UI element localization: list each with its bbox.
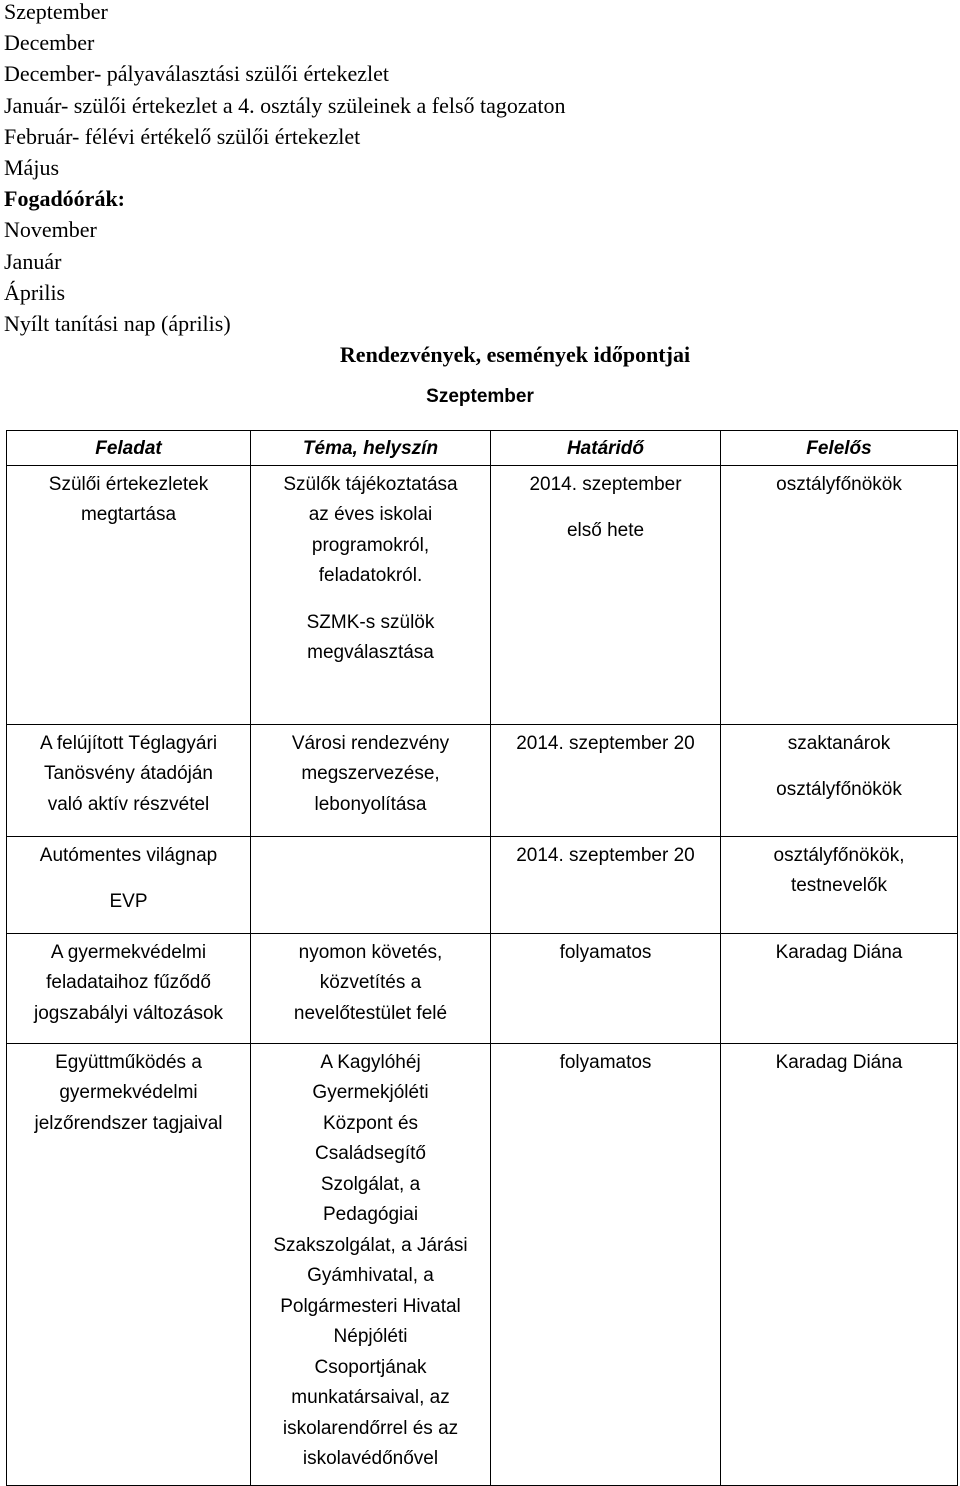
- cell-tema: [251, 465, 491, 724]
- cell-text: az éves iskolai: [308, 504, 433, 525]
- cell-text: Polgármesteri Hivatal: [280, 1295, 461, 1317]
- cell-tema: [251, 1043, 491, 1485]
- intro-block: [4, 0, 566, 339]
- cell-text: nyomon követés,: [298, 941, 443, 963]
- cell-feladat: [7, 465, 251, 724]
- spacer: [501, 500, 710, 516]
- table-row: [7, 724, 958, 836]
- fogado-line: Január: [4, 248, 62, 274]
- cell-text: Gyámhivatal, a: [307, 1265, 434, 1286]
- cell-text: programokról,: [311, 534, 430, 556]
- cell-hatarido: [491, 933, 721, 1043]
- cell-text: folyamatos: [559, 941, 652, 963]
- cell-text: testnevelők: [790, 875, 888, 896]
- section-title: Rendezvények, események időpontjai: [339, 342, 691, 367]
- cell-text: Szakszolgálat, a Járási: [273, 1234, 468, 1256]
- cell-text: megválasztása: [307, 642, 434, 663]
- intro-line: December: [4, 30, 95, 56]
- cell-feladat: [7, 836, 251, 933]
- cell-text: 2014. szeptember 20: [516, 844, 695, 866]
- cell-text: Autómentes világnap: [39, 844, 218, 866]
- cell-text: A felújított Téglagyári: [39, 732, 218, 754]
- cell-feladat: [7, 933, 251, 1043]
- cell-tema: [251, 933, 491, 1043]
- cell-felelos: [721, 724, 958, 836]
- fogado-line: Nyílt tanítási nap (április): [4, 311, 231, 337]
- fogado-line: November: [4, 217, 97, 243]
- cell-tema: [251, 724, 491, 836]
- spacer: [17, 871, 240, 887]
- header-hatarido: Határidő: [491, 431, 721, 466]
- fogado-line: Április: [4, 279, 66, 305]
- cell-text: A Kagylóhéj: [320, 1051, 421, 1073]
- cell-text: első hete: [566, 520, 645, 541]
- cell-text: nevelőtestület felé: [293, 1002, 448, 1024]
- cell-text: jelzőrendszer tagjaival: [34, 1112, 223, 1134]
- cell-felelos: [721, 1043, 958, 1485]
- cell-felelos: [721, 836, 958, 933]
- cell-felelos: [721, 465, 958, 724]
- cell-felelos: [721, 933, 958, 1043]
- cell-text: Központ és: [322, 1112, 419, 1134]
- cell-text: SZMK-s szülök: [306, 611, 435, 633]
- cell-text: közvetítés a: [319, 972, 422, 993]
- cell-text: Együttműködés a: [55, 1051, 202, 1073]
- cell-text: feladataihoz fűződő: [46, 972, 211, 993]
- cell-text: Szolgálat, a: [320, 1173, 421, 1195]
- cell-text: való aktív részvétel: [47, 793, 210, 815]
- cell-text: Családsegítő: [315, 1143, 426, 1164]
- cell-text: 2014. szeptember 20: [516, 732, 695, 754]
- cell-text: Karadag Diána: [775, 941, 903, 963]
- cell-tema: [251, 836, 491, 933]
- table-row: [7, 933, 958, 1043]
- cell-text: 2014. szeptember: [529, 473, 682, 495]
- table-row: [7, 1043, 958, 1485]
- cell-text: osztályfőnökök: [776, 473, 902, 495]
- intro-line: Szeptember: [4, 0, 108, 24]
- cell-text: Városi rendezvény: [291, 732, 450, 754]
- intro-line: Február- félévi értékelő szülői értekezlet: [4, 123, 361, 149]
- cell-text: megszervezése,: [301, 763, 440, 784]
- cell-text: jogszabályi változások: [33, 1002, 224, 1024]
- cell-text: A gyermekvédelmi: [50, 941, 207, 963]
- cell-text: szaktanárok: [787, 732, 891, 754]
- header-feladat: Feladat: [7, 431, 251, 466]
- cell-hatarido: [491, 836, 721, 933]
- cell-feladat: [7, 724, 251, 836]
- cell-text: EVP: [109, 891, 148, 912]
- table-row: [7, 465, 958, 724]
- cell-text: lebonyolítása: [314, 793, 427, 815]
- cell-feladat: [7, 1043, 251, 1485]
- cell-text: Gyermekjóléti: [312, 1082, 429, 1103]
- cell-hatarido: [491, 724, 721, 836]
- cell-text: Népjóléti: [333, 1326, 408, 1347]
- cell-text: feladatokról.: [318, 565, 423, 586]
- cell-text: iskolarendőrrel és az: [282, 1417, 459, 1439]
- cell-text: osztályfőnökök,: [773, 844, 905, 866]
- spacer: [731, 759, 947, 775]
- intro-line: Május: [4, 155, 59, 181]
- cell-text: Csoportjának: [314, 1356, 427, 1378]
- intro-line: December- pályaválasztási szülői értekezlet: [4, 61, 389, 87]
- cell-text: Szülők tájékoztatása: [283, 473, 458, 495]
- cell-hatarido: [491, 465, 721, 724]
- header-felelos: Felelős: [721, 431, 958, 466]
- header-tema: Téma, helyszín: [251, 431, 491, 466]
- cell-text: osztályfőnökök: [776, 779, 902, 800]
- cell-text: iskolavédőnővel: [302, 1448, 439, 1469]
- cell-text: Karadag Diána: [775, 1051, 903, 1073]
- table-row: [7, 836, 958, 933]
- cell-text: munkatársaival, az: [291, 1387, 450, 1408]
- intro-line: Január- szülői értekezlet a 4. osztály szüleinek a felső tagozaton: [4, 92, 566, 118]
- month-title: Szeptember: [426, 386, 534, 407]
- table-header-row: [7, 431, 958, 466]
- cell-text: gyermekvédelmi: [59, 1082, 198, 1103]
- cell-text: folyamatos: [559, 1051, 652, 1073]
- cell-hatarido: [491, 1043, 721, 1485]
- cell-text: Tanösvény átadóján: [43, 763, 213, 784]
- spacer: [261, 592, 480, 608]
- cell-text: Szülői értekezletek: [48, 473, 209, 495]
- cell-text: Pedagógiai: [322, 1204, 419, 1225]
- fogado-heading: Fogadóórák:: [4, 186, 125, 212]
- events-table: [6, 430, 958, 1486]
- cell-text: megtartása: [80, 504, 177, 525]
